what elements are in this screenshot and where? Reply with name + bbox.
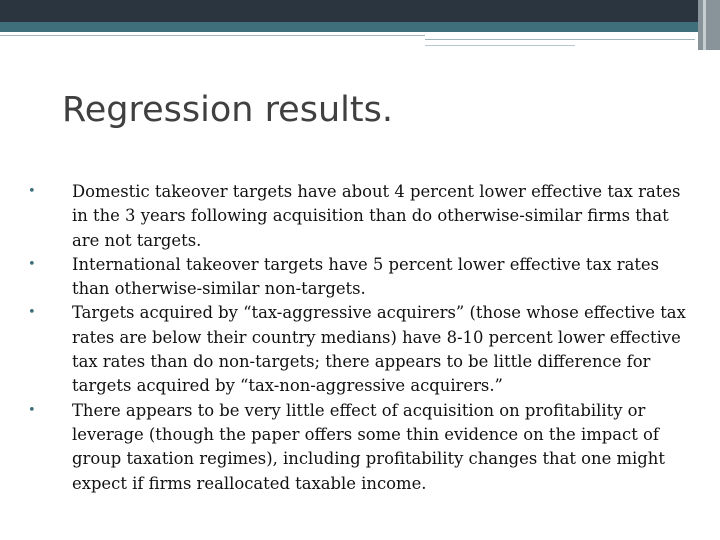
header-thin-line <box>425 45 575 46</box>
bullet-marker: • <box>28 402 36 418</box>
bullet-item <box>28 253 688 302</box>
bullet-item <box>28 180 688 253</box>
slide-title: Regression results. <box>62 90 393 130</box>
bullet-item <box>28 301 688 398</box>
bullet-marker: • <box>28 305 36 321</box>
header-right-block <box>698 0 720 50</box>
bullet-text: International takeover targets have 5 percent lower effective tax rates than otherwise-similar non-targets. <box>72 254 660 299</box>
bullet-item <box>28 399 688 496</box>
bullet-text: Targets acquired by “tax-aggressive acquirers” (those whose effective tax rates are below their country medians) have 8-10 percent lower effective tax rates than do non-targets; there appears to be little difference for targets acquired by “tax-non-aggressive acquirers.” <box>72 303 686 396</box>
header-thin-line <box>0 35 425 36</box>
bullet-text: There appears to be very little effect of acquisition on profitability or leverage (though the paper offers some thin evidence on the impact of group taxation regimes), including profitability changes that one might expect if firms reallocated taxable income. <box>72 400 665 493</box>
bullet-marker: • <box>28 184 36 199</box>
header-right-stripe <box>703 0 706 50</box>
header-teal-band <box>0 22 700 32</box>
bullet-marker: • <box>28 256 36 272</box>
header-thin-line <box>425 39 695 40</box>
header-dark-band <box>0 0 720 22</box>
bullet-list <box>28 180 688 496</box>
bullet-text: Domestic takeover targets have about 4 percent lower effective tax rates in the 3 years following acquisition than do otherwise-similar firms that are not targets. <box>72 182 681 250</box>
